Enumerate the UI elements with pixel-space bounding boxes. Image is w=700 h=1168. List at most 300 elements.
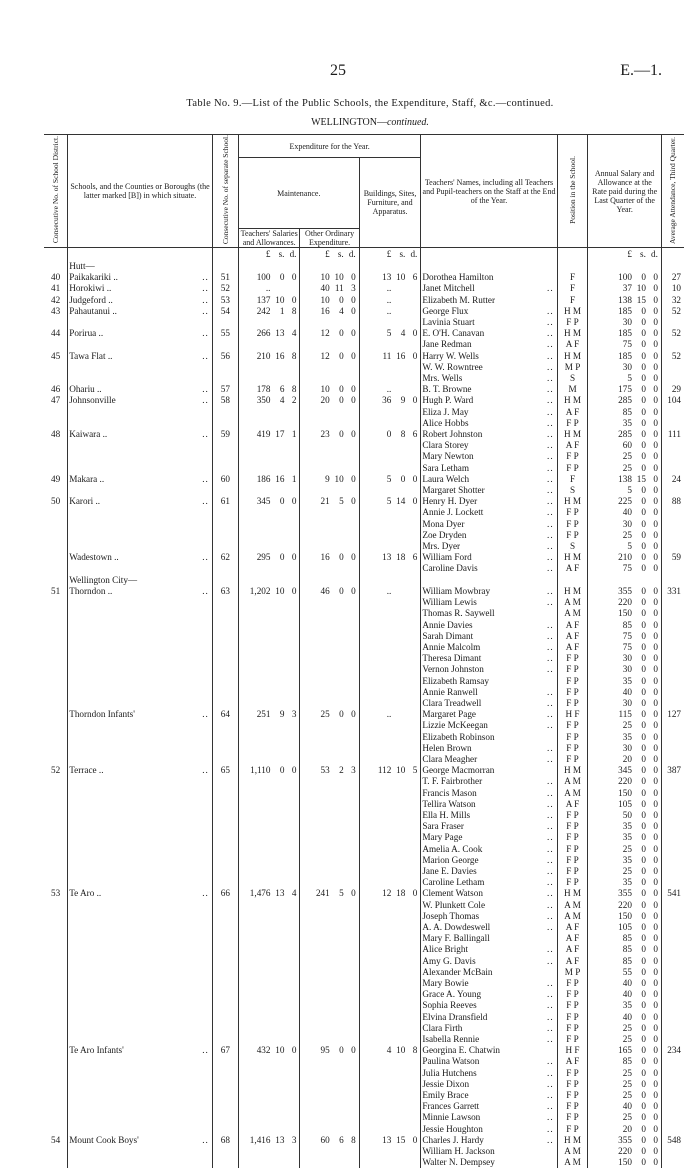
average-attendance-cell — [661, 799, 684, 810]
salaries-cell — [238, 519, 300, 530]
annual-salary-cell: 5 0 0 — [588, 373, 661, 384]
position-cell: F P — [557, 676, 588, 687]
teacher-name-cell: Thomas R. Saywell — [421, 608, 557, 619]
annual-salary-cell: 355 0 0 — [588, 1135, 661, 1146]
teacher-name-cell: Jane Redman .. — [421, 339, 557, 350]
separate-no-cell: 52 — [212, 283, 238, 294]
table-row — [44, 474, 684, 485]
district-no-cell: 46 — [44, 384, 68, 395]
school-name-cell — [68, 440, 213, 451]
buildings-cell — [359, 776, 421, 787]
other-expenditure-cell — [300, 440, 359, 451]
table-row — [44, 440, 684, 451]
salaries-cell: 1,110 0 0 — [238, 765, 300, 776]
other-expenditure-cell — [300, 810, 359, 821]
district-no-cell — [44, 339, 68, 350]
other-expenditure-cell — [300, 933, 359, 944]
school-name-cell — [68, 463, 213, 474]
district-no-cell — [44, 1056, 68, 1067]
district-no-cell: 51 — [44, 586, 68, 597]
salaries-cell: 186 16 1 — [238, 474, 300, 485]
table-row — [44, 317, 684, 328]
buildings-cell — [359, 440, 421, 451]
teacher-name-cell: Margaret Shotter .. — [421, 485, 557, 496]
salaries-cell — [238, 463, 300, 474]
annual-salary-cell: 25 0 0 — [588, 1079, 661, 1090]
average-attendance-cell — [661, 339, 684, 350]
teacher-name-cell: W. W. Rowntree .. — [421, 362, 557, 373]
teacher-name-cell: Jessie Dixon .. — [421, 1079, 557, 1090]
table-row — [44, 653, 684, 664]
school-name-cell — [68, 877, 213, 888]
average-attendance-cell — [661, 844, 684, 855]
average-attendance-cell — [661, 664, 684, 675]
teacher-name-cell: Amy G. Davis .. — [421, 956, 557, 967]
table-row — [44, 944, 684, 955]
header-schools: Schools, and the Counties or Boroughs (the latter marked [B]) in which situate. — [68, 135, 213, 248]
position-cell: A F — [557, 956, 588, 967]
separate-no-cell — [212, 620, 238, 631]
buildings-cell — [359, 922, 421, 933]
annual-salary-cell: 225 0 0 — [588, 496, 661, 507]
separate-no-cell — [212, 810, 238, 821]
district-no-cell — [44, 844, 68, 855]
salaries-cell: 251 9 3 — [238, 709, 300, 720]
salaries-cell — [238, 1090, 300, 1101]
district-no-cell — [44, 373, 68, 384]
buildings-cell — [359, 1034, 421, 1045]
buildings-cell — [359, 563, 421, 574]
separate-no-cell — [212, 507, 238, 518]
position-cell: H M — [557, 351, 588, 362]
school-name-cell — [68, 866, 213, 877]
average-attendance-cell — [661, 463, 684, 474]
school-name-cell: Johnsonville .. — [68, 395, 213, 406]
district-no-cell — [44, 519, 68, 530]
annual-salary-cell: 25 0 0 — [588, 530, 661, 541]
annual-salary-cell: 25 0 0 — [588, 1068, 661, 1079]
buildings-cell — [359, 743, 421, 754]
other-expenditure-cell: 16 4 0 — [300, 306, 359, 317]
teacher-name-cell: Elizabeth Ramsay — [421, 676, 557, 687]
salaries-cell — [238, 698, 300, 709]
position-cell: A F — [557, 1056, 588, 1067]
table-row — [44, 821, 684, 832]
district-no-cell — [44, 944, 68, 955]
table-row — [44, 418, 684, 429]
school-name-cell — [68, 541, 213, 552]
separate-no-cell — [212, 821, 238, 832]
district-no-cell: 52 — [44, 765, 68, 776]
buildings-cell: 13 15 0 — [359, 1135, 421, 1146]
table-row — [44, 351, 684, 362]
separate-no-cell — [212, 519, 238, 530]
table-row — [44, 810, 684, 821]
other-expenditure-cell — [300, 1034, 359, 1045]
annual-salary-cell: 25 0 0 — [588, 451, 661, 462]
buildings-cell — [359, 451, 421, 462]
district-no-cell — [44, 261, 68, 272]
other-expenditure-cell — [300, 620, 359, 631]
other-expenditure-cell — [300, 866, 359, 877]
district-no-cell — [44, 451, 68, 462]
table-row — [44, 754, 684, 765]
buildings-cell — [359, 754, 421, 765]
teacher-name-cell: Ella H. Mills .. — [421, 810, 557, 821]
average-attendance-cell — [661, 485, 684, 496]
table-row — [44, 900, 684, 911]
school-name-cell — [68, 631, 213, 642]
salaries-cell — [238, 743, 300, 754]
other-expenditure-cell — [300, 877, 359, 888]
position-cell: F P — [557, 519, 588, 530]
separate-no-cell — [212, 1124, 238, 1135]
salaries-cell — [238, 810, 300, 821]
school-name-cell — [68, 922, 213, 933]
salaries-cell — [238, 440, 300, 451]
table-row — [44, 552, 684, 563]
salaries-cell — [238, 631, 300, 642]
other-expenditure-cell — [300, 1090, 359, 1101]
buildings-cell — [359, 507, 421, 518]
buildings-cell — [359, 967, 421, 978]
salaries-cell: 178 6 8 — [238, 384, 300, 395]
other-expenditure-cell — [300, 317, 359, 328]
buildings-cell — [359, 832, 421, 843]
school-name-cell: Ohariu .. .. — [68, 384, 213, 395]
table-row — [44, 608, 684, 619]
table-row — [44, 732, 684, 743]
other-expenditure-cell — [300, 743, 359, 754]
buildings-cell — [359, 620, 421, 631]
table-title: Table No. 9.—List of the Public Schools, the Expenditure, Staff, &c.—continued. — [60, 98, 680, 109]
average-attendance-cell — [661, 832, 684, 843]
school-name-cell — [68, 362, 213, 373]
district-no-cell — [44, 1023, 68, 1034]
average-attendance-cell: 59 — [661, 552, 684, 563]
school-name-cell — [68, 832, 213, 843]
separate-no-cell: 61 — [212, 496, 238, 507]
buildings-cell — [359, 317, 421, 328]
average-attendance-cell — [661, 597, 684, 608]
header-district-no: Consecutive No. of School District. — [44, 135, 68, 248]
separate-no-cell: 65 — [212, 765, 238, 776]
separate-no-cell: 54 — [212, 306, 238, 317]
annual-salary-cell: 150 0 0 — [588, 788, 661, 799]
separate-no-cell — [212, 541, 238, 552]
buildings-cell: 5 4 0 — [359, 328, 421, 339]
annual-salary-cell: 85 0 0 — [588, 956, 661, 967]
separate-no-cell — [212, 485, 238, 496]
teacher-name-cell: Charles J. Hardy .. — [421, 1135, 557, 1146]
table-row — [44, 1023, 684, 1034]
average-attendance-cell — [661, 1000, 684, 1011]
position-cell: A M — [557, 597, 588, 608]
other-expenditure-cell — [300, 1101, 359, 1112]
annual-salary-cell: 35 0 0 — [588, 877, 661, 888]
school-name-cell — [68, 597, 213, 608]
schools-table — [44, 134, 684, 1168]
teacher-name-cell: William Ford .. — [421, 552, 557, 563]
buildings-cell — [359, 788, 421, 799]
teacher-name-cell: W. Plunkett Cole .. — [421, 900, 557, 911]
district-no-cell: 42 — [44, 295, 68, 306]
teacher-name-cell: Mary Page .. — [421, 832, 557, 843]
school-name-cell — [68, 418, 213, 429]
district-no-cell: 49 — [44, 474, 68, 485]
district-no-cell — [44, 900, 68, 911]
district-no-cell: 41 — [44, 283, 68, 294]
average-attendance-cell — [661, 732, 684, 743]
buildings-cell — [359, 1023, 421, 1034]
teacher-name-cell: Caroline Davis .. — [421, 563, 557, 574]
separate-no-cell: 59 — [212, 429, 238, 440]
annual-salary-cell: 30 0 0 — [588, 519, 661, 530]
table-row — [44, 384, 684, 395]
separate-no-cell — [212, 933, 238, 944]
separate-no-cell — [212, 1146, 238, 1157]
teacher-name-cell: Henry H. Dyer .. — [421, 496, 557, 507]
district-no-cell — [44, 664, 68, 675]
school-name-cell — [68, 373, 213, 384]
position-cell: H M — [557, 765, 588, 776]
buildings-cell — [359, 608, 421, 619]
salaries-cell — [238, 956, 300, 967]
other-expenditure-cell: 95 0 0 — [300, 1045, 359, 1056]
separate-no-cell — [212, 575, 238, 586]
school-name-cell: Te Aro .. .. — [68, 888, 213, 899]
district-no-cell — [44, 1034, 68, 1045]
header-buildings: Buildings, Sites, Furniture, and Apparatus. — [359, 158, 421, 248]
position-cell: F P — [557, 720, 588, 731]
position-cell: H M — [557, 429, 588, 440]
other-expenditure-cell — [300, 1056, 359, 1067]
average-attendance-cell — [661, 956, 684, 967]
other-expenditure-cell — [300, 676, 359, 687]
separate-no-cell — [212, 698, 238, 709]
position-cell: F P — [557, 664, 588, 675]
table-row — [44, 575, 684, 586]
position-cell: A M — [557, 776, 588, 787]
position-cell: A F — [557, 933, 588, 944]
district-no-cell: 47 — [44, 395, 68, 406]
salaries-cell — [238, 563, 300, 574]
annual-salary-cell: 85 0 0 — [588, 944, 661, 955]
separate-no-cell — [212, 608, 238, 619]
teacher-name-cell: E. O'H. Canavan .. — [421, 328, 557, 339]
position-cell: S — [557, 485, 588, 496]
position-cell: H M — [557, 1135, 588, 1146]
header-expenditure: Expenditure for the Year. — [238, 135, 421, 158]
school-name-cell — [68, 788, 213, 799]
school-name-cell — [68, 1012, 213, 1023]
table-row — [44, 676, 684, 687]
salaries-cell — [238, 720, 300, 731]
district-no-cell — [44, 956, 68, 967]
average-attendance-cell: 104 — [661, 395, 684, 406]
school-name-cell — [68, 451, 213, 462]
teacher-name-cell: Alice Bright .. — [421, 944, 557, 955]
teacher-name-cell: Clara Treadwell .. — [421, 698, 557, 709]
separate-no-cell — [212, 900, 238, 911]
buildings-cell — [359, 1146, 421, 1157]
school-name-cell: Tawa Flat .. .. — [68, 351, 213, 362]
average-attendance-cell: 541 — [661, 888, 684, 899]
buildings-cell — [359, 720, 421, 731]
separate-no-cell: 57 — [212, 384, 238, 395]
annual-salary-cell: 285 0 0 — [588, 395, 661, 406]
position-cell: F P — [557, 866, 588, 877]
position-cell: H M — [557, 552, 588, 563]
other-expenditure-cell — [300, 1023, 359, 1034]
separate-no-cell — [212, 877, 238, 888]
table-row — [44, 866, 684, 877]
school-name-cell: Pahautanui .. .. — [68, 306, 213, 317]
salaries-cell — [238, 911, 300, 922]
separate-no-cell — [212, 776, 238, 787]
teacher-name-cell: Joseph Thomas .. — [421, 911, 557, 922]
teacher-name-cell: William H. Jackson — [421, 1146, 557, 1157]
teacher-name-cell: Elvina Dransfield .. — [421, 1012, 557, 1023]
school-name-cell: Porirua .. .. — [68, 328, 213, 339]
buildings-cell: .. — [359, 586, 421, 597]
other-expenditure-cell — [300, 631, 359, 642]
buildings-cell — [359, 463, 421, 474]
teacher-name-cell: Sara Fraser .. — [421, 821, 557, 832]
position-cell: F P — [557, 855, 588, 866]
teacher-name-cell: George Macmorran — [421, 765, 557, 776]
teacher-name-cell: Dorothea Hamilton — [421, 272, 557, 283]
annual-salary-cell: 345 0 0 — [588, 765, 661, 776]
salaries-cell — [238, 418, 300, 429]
buildings-cell — [359, 653, 421, 664]
buildings-cell — [359, 664, 421, 675]
position-cell: A F — [557, 563, 588, 574]
table-row — [44, 1000, 684, 1011]
position-cell: F P — [557, 1124, 588, 1135]
other-expenditure-cell: 10 10 0 — [300, 272, 359, 283]
position-cell: A F — [557, 922, 588, 933]
separate-no-cell — [212, 1012, 238, 1023]
other-expenditure-cell — [300, 720, 359, 731]
district-no-cell — [44, 732, 68, 743]
salaries-cell: 1,202 10 0 — [238, 586, 300, 597]
district-no-cell — [44, 642, 68, 653]
buildings-cell — [359, 989, 421, 1000]
teacher-name-cell: Mary Newton .. — [421, 451, 557, 462]
district-no-cell — [44, 317, 68, 328]
annual-salary-cell: 25 0 0 — [588, 1112, 661, 1123]
separate-no-cell — [212, 743, 238, 754]
separate-no-cell — [212, 754, 238, 765]
district-no-cell — [44, 776, 68, 787]
other-expenditure-cell: 241 5 0 — [300, 888, 359, 899]
table-row — [44, 1090, 684, 1101]
other-expenditure-cell — [300, 900, 359, 911]
position-cell: H M — [557, 586, 588, 597]
average-attendance-cell: 24 — [661, 474, 684, 485]
district-no-cell — [44, 552, 68, 563]
average-attendance-cell — [661, 530, 684, 541]
table-row — [44, 1045, 684, 1056]
teacher-name-cell: Eliza J. May .. — [421, 407, 557, 418]
annual-salary-cell: 150 0 0 — [588, 608, 661, 619]
school-name-cell — [68, 1034, 213, 1045]
other-expenditure-cell — [300, 978, 359, 989]
district-no-cell — [44, 407, 68, 418]
table-row — [44, 530, 684, 541]
teacher-name-cell: Lizzie McKeegan .. — [421, 720, 557, 731]
other-expenditure-cell — [300, 485, 359, 496]
buildings-cell — [359, 407, 421, 418]
annual-salary-cell: 85 0 0 — [588, 407, 661, 418]
buildings-cell — [359, 687, 421, 698]
teacher-name-cell: Minnie Lawson .. — [421, 1112, 557, 1123]
average-attendance-cell — [661, 519, 684, 530]
separate-no-cell — [212, 1157, 238, 1168]
position-cell: M P — [557, 362, 588, 373]
annual-salary-cell: 20 0 0 — [588, 754, 661, 765]
teacher-name-cell: Walter N. Dempsey — [421, 1157, 557, 1168]
school-name-cell: Te Aro Infants' .. — [68, 1045, 213, 1056]
district-no-cell — [44, 810, 68, 821]
district-no-cell — [44, 1012, 68, 1023]
district-no-cell — [44, 1157, 68, 1168]
other-expenditure-cell — [300, 608, 359, 619]
position-cell — [557, 261, 588, 272]
average-attendance-cell: 88 — [661, 496, 684, 507]
average-attendance-cell — [661, 642, 684, 653]
annual-salary-cell: 30 0 0 — [588, 664, 661, 675]
average-attendance-cell — [661, 440, 684, 451]
salaries-cell: 1,416 13 3 — [238, 1135, 300, 1146]
buildings-cell — [359, 1157, 421, 1168]
separate-no-cell — [212, 1034, 238, 1045]
buildings-cell: 112 10 5 — [359, 765, 421, 776]
district-no-cell — [44, 743, 68, 754]
separate-no-cell — [212, 664, 238, 675]
table-row — [44, 283, 684, 294]
other-expenditure-cell — [300, 407, 359, 418]
annual-salary-cell: 40 0 0 — [588, 687, 661, 698]
average-attendance-cell — [661, 676, 684, 687]
region-continued: continued. — [387, 117, 429, 128]
separate-no-cell — [212, 720, 238, 731]
position-cell: H F — [557, 709, 588, 720]
separate-no-cell — [212, 676, 238, 687]
district-no-cell — [44, 1068, 68, 1079]
average-attendance-cell — [661, 575, 684, 586]
table-row — [44, 407, 684, 418]
salaries-cell — [238, 1034, 300, 1045]
buildings-cell — [359, 530, 421, 541]
teacher-name-cell: B. T. Browne .. — [421, 384, 557, 395]
annual-salary-cell: 25 0 0 — [588, 844, 661, 855]
school-name-cell — [68, 317, 213, 328]
table-row — [44, 1124, 684, 1135]
position-cell: F P — [557, 1101, 588, 1112]
teacher-name-cell: Jessie Houghton .. — [421, 1124, 557, 1135]
separate-no-cell: 53 — [212, 295, 238, 306]
salaries-cell: .. — [238, 283, 300, 294]
teacher-name-cell: Helen Brown .. — [421, 743, 557, 754]
district-no-cell: 48 — [44, 429, 68, 440]
annual-salary-cell: 220 0 0 — [588, 597, 661, 608]
buildings-cell — [359, 676, 421, 687]
buildings-cell — [359, 1090, 421, 1101]
separate-no-cell — [212, 989, 238, 1000]
school-name-cell — [68, 967, 213, 978]
